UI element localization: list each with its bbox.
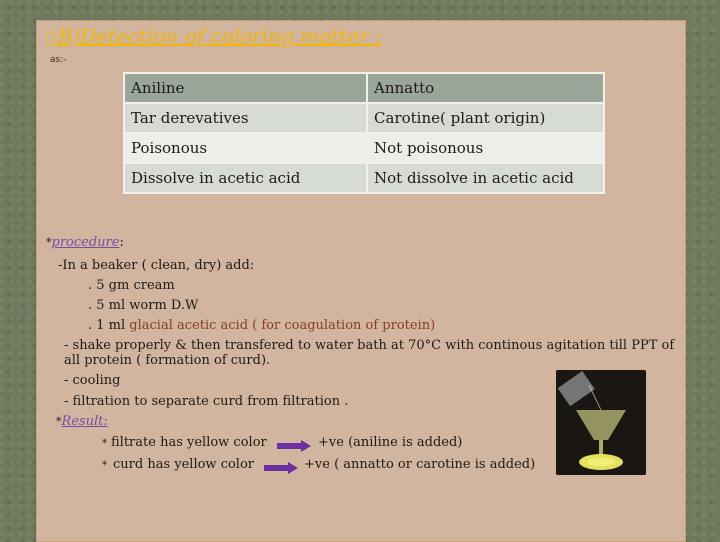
right-arrow-icon [264,462,298,474]
table-cell: Not poisonous [367,133,604,163]
check-bullet-icon [46,28,56,47]
result-outcome: +ve ( annatto or carotine is added) [304,457,536,472]
table-cell: Poisonous [124,133,367,163]
result-item: * curd has yellow color [102,457,254,472]
procedure-step: - shake properly & then transfered to water bath at 70°C with continous agitation till PPT of [64,338,675,353]
procedure-label: procedure [51,235,120,250]
highlight-text: glacial acetic acid ( for coagulation of protein) [129,318,436,333]
table-cell: Tar derevatives [124,103,367,133]
table-row [124,103,604,133]
procedure-step: . 5 gm cream [88,278,175,293]
table-row [124,133,604,163]
filtration-photo [556,370,646,475]
procedure-step: all protein ( formation of curd). [64,353,271,368]
procedure-heading: *procedure: [46,235,124,250]
result-heading: *Result: [56,414,108,429]
procedure-step: - cooling [64,373,121,388]
procedure-step: . 1 ml glacial acetic acid ( for coagulation of protein) [88,318,436,333]
table-row [124,163,604,193]
procedure-step: -In a beaker ( clean, dry) add: [58,258,255,273]
as-label: as:- [50,55,67,65]
slide-title [46,24,382,48]
table-header-cell: Aniline [124,73,367,103]
table-cell: Carotine( plant origin) [367,103,604,133]
procedure-step: - filtration to separate curd from filtration . [64,394,349,409]
table-cell: Not dissolve in acetic acid [367,163,604,193]
right-arrow-icon [277,440,311,452]
result-item: * filtrate has yellow color [102,435,267,450]
result-label: Result: [61,414,108,429]
procedure-step: . 5 ml worm D.W [88,298,199,313]
comparison-table [123,72,605,194]
table-cell: Dissolve in acetic acid [124,163,367,193]
table-header-row [124,73,604,103]
result-outcome: +ve (aniline is added) [318,435,463,450]
table-header-cell: Annatto [367,73,604,103]
slide-title-text: B)Detection of coloring matter : [48,24,373,48]
